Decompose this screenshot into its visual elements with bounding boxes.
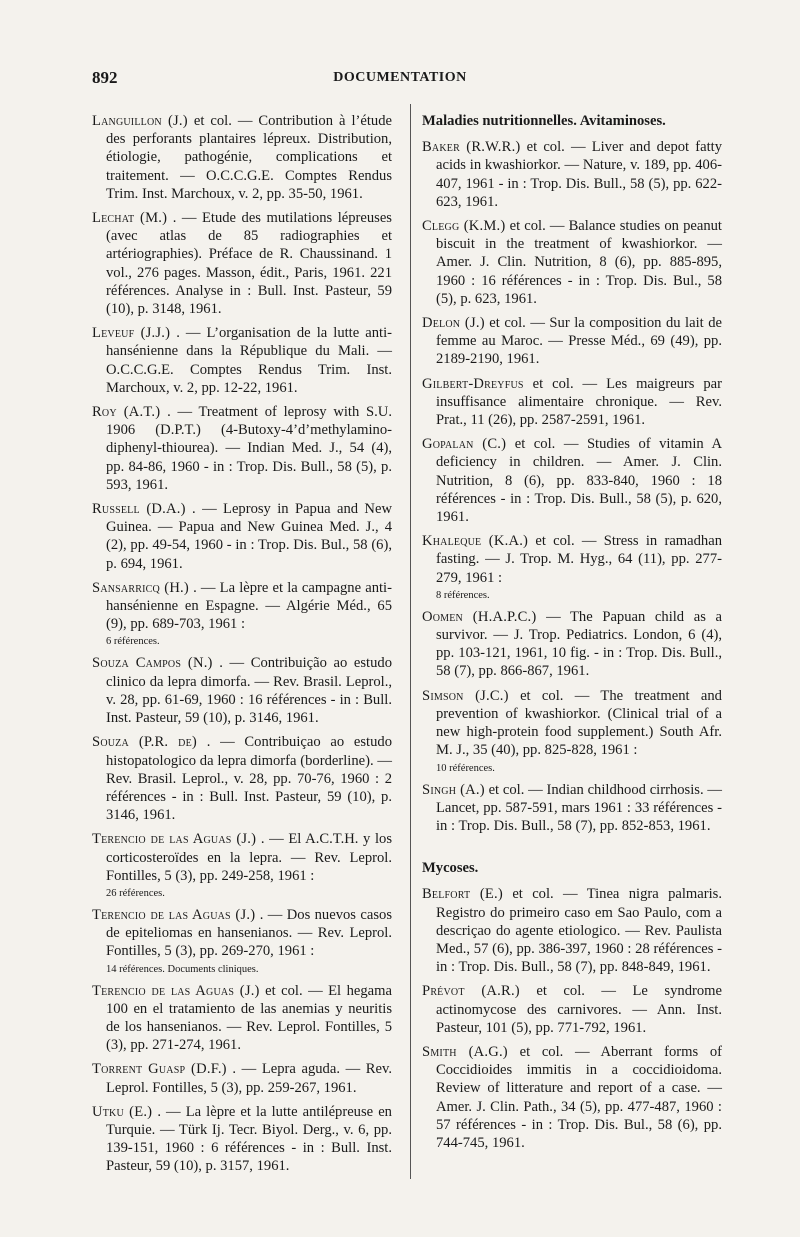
entry-author: Souza Campos (N.) [92, 655, 213, 672]
bibliography-entry [422, 217, 722, 308]
entry-text: . — La lèpre et la lutte antilépreuse en Turquie. — Türk Ij. Tecr. Biyol. Derg., v. 6, pp. 139-151, 1960 : 6 références - in : Bull. Inst. Pasteur, 59 (10), p. 3157, 1961. [106, 1103, 392, 1175]
entry-author: Singh (A.) [422, 781, 485, 798]
entry-text: et col. — The treatment and prevention of kwashiorkor. (Clinical trial of a new high-protein food supplement.) South Afr. M. J., 35 (40), pp. 825-828, 1961 : [436, 687, 722, 759]
entry-text: . — Leprosy in Papua and New Guinea. — Papua and New Guinea Med. J., 4 (2), pp. 49-54, 1960 - in : Trop. Dis. Bul., 58 (6), p. 694, 1961. [106, 501, 392, 572]
entry-text: et col. — Le syndrome actinomycose des carnivores. — Ann. Inst. Pasteur, 101 (5), pp. 771-792, 1961. [436, 983, 722, 1036]
entry-text: . — Contribuiçao ao estudo histopatologico da lepra dimorfa (borderline). — Rev. Brasil. Leprol., v. 28, pp. 70-76, 1960 : 2 références - in : Bull. Inst. Pasteur, 59 (10), p. 3146, 1961. [106, 734, 392, 824]
entry-note: 14 références. Documents cliniques. [106, 963, 259, 975]
right-column [422, 112, 722, 1158]
entry-note: 6 références. [106, 636, 160, 648]
bibliography-entry [422, 687, 722, 760]
entry-author: Russell (D.A.) [92, 501, 186, 518]
entry-text: — The Papuan child as a survivor. — J. Trop. Pediatrics. London, 6 (4), pp. 103-121, 1961, 10 fig. - in : Trop. Dis. Bull., 58 (7), pp. 866-867, 1961. [436, 608, 722, 680]
entry-text: . — El A.C.T.H. y los corticosteroïdes en la lepra. — Rev. Leprol. Fontilles, 5 (3), pp. 249-258, 1961 : [106, 831, 392, 884]
bibliography-entry [422, 375, 722, 430]
entry-author: Khaleque (K.A.) [422, 533, 529, 550]
entry-text: et col. — Contribution à l’étude des perforants plantaires lépreux. Distribution, étiologie, pathogénie, complications et traitement. — O.C.C.G.E. Comptes Rendus Trim. Inst. Marchoux, v. 2, pp. 35-50, 1961. [106, 113, 392, 202]
entry-author: Languillon (J.) [92, 113, 188, 129]
column-divider [410, 104, 411, 1179]
entry-author: Roy (A.T.) [92, 404, 161, 421]
entry-author: Torrent Guasp (D.F.) [92, 1061, 227, 1078]
entry-author: Terencio de las Aguas (J.) [92, 831, 257, 848]
entry-text: . — L’organisation de la lutte anti-hansénienne dans la République du Mali. — O.C.C.G.E. Comptes Rendus Trim. Inst. Marchoux, v. 2, pp. 12-22, 1961. [106, 325, 392, 396]
bibliography-entry [92, 403, 392, 494]
entry-text: . — Contribuição ao estudo clinico da lepra dimorfa. — Rev. Brasil. Leprol., v. 28, pp. 61-69, 1960 : 16 références - in : Bull. Inst. Pasteur, 59 (10), p. 3146, 1961. [106, 655, 393, 727]
entry-author: Terencio de las Aguas (J.) [92, 982, 260, 999]
bibliography-entry [92, 500, 392, 573]
bibliography-entry [92, 830, 392, 885]
entry-author: Utku (E.) [92, 1103, 153, 1120]
entry-text: et col. — Sur la composition du lait de femme au Maroc. — Presse Méd., 69 (49), pp. 2189-2190, 1961. [436, 315, 722, 368]
entry-note: 8 références. [436, 589, 490, 601]
entry-author: Lechat (M.) [92, 210, 168, 227]
section-title-mycoses: Mycoses. [422, 860, 479, 877]
entry-text: et col. — Aberrant forms of Coccidioides immitis in a coccidioidoma. Review of litterature and report of a case. — Amer. J. Clin. Path., 34 (5), pp. 477-487, 1960 : 57 références - in : Trop. Dis. Bul., 58 (6), pp. 744-745, 1961. [436, 1043, 723, 1151]
entry-text: et col. — Indian childhood cirrhosis. — Lancet, pp. 587-591, mars 1961 : 33 références - in : Trop. Dis. Bull., 58 (7), pp. 852-853, 1961. [436, 781, 722, 834]
entry-text: . — Etude des mutilations lépreuses (avec atlas de 85 radiographies et artériographies). Préface de R. Chaussinand. 1 vol., 276 pages. Masson, édit., Paris, 1961. 221 références. Analyse in : Bull. Inst. Pasteur, 59 (10), p. 3148, 1961. [106, 210, 392, 318]
bibliography-entry [92, 982, 392, 1055]
entry-text: et col. — Stress in ramadhan fasting. — J. Trop. M. Hyg., 64 (11), pp. 277-279, 1961 : [436, 533, 722, 586]
bibliography-entry [422, 608, 722, 681]
entry-text: et col. — Liver and depot fatty acids in kwashiorkor. — Nature, v. 189, pp. 406-407, 1961 - in : Trop. Dis. Bull., 58 (5), pp. 622-623, 1961. [436, 139, 722, 210]
entry-author: Leveuf (J.J.) [92, 325, 171, 342]
bibliography-entry [92, 579, 392, 634]
entry-author: Gilbert-Dreyfus [422, 375, 524, 392]
bibliography-entry [92, 324, 392, 397]
entry-author: Sansarricq (H.) [92, 579, 189, 596]
bibliography-entry [92, 733, 392, 824]
entry-note: 10 références. [436, 762, 495, 774]
bibliography-entry [422, 982, 722, 1037]
left-column [92, 112, 392, 1182]
bibliography-entry [92, 1060, 392, 1096]
entry-author: Belfort (E.) [422, 886, 503, 903]
entry-author: Gopalan (C.) [422, 436, 507, 453]
entry-author: Souza (P.R. de) [92, 734, 197, 751]
section-title-nutrition: Maladies nutritionnelles. Avitaminoses. [422, 113, 666, 129]
bibliography-entry [422, 781, 722, 836]
entry-author: Smith (A.G.) [422, 1043, 508, 1060]
bibliography-entry [422, 314, 722, 369]
bibliography-entry [92, 654, 392, 727]
bibliography-entry [422, 1043, 722, 1152]
entry-text: . — Treatment of leprosy with S.U. 1906 (D.P.T.) (4-Butoxy-4’d’methylamino-diphenyl-thiourea). — Indian Med. J., 54 (4), pp. 84-86, 1960 - in : Trop. Dis. Bull., 58 (5), p. 593, 1961. [106, 404, 392, 493]
entry-text: et col. — Les maigreurs par insuffisance alimentaire chronique. — Rev. Prat., 11 (26), pp. 2587-2591, 1961. [436, 375, 723, 429]
bibliography-entry [92, 209, 392, 318]
bibliography-entry [422, 138, 722, 211]
entry-text: et col. — Studies of vitamin A deficiency in children. — Amer. J. Clin. Nutrition, 8 (6), pp. 833-840, 1960 : 18 références - in : Trop. Dis. Bull., 58 (5), p. 620, 1961. [436, 436, 722, 526]
running-title: DOCUMENTATION [333, 70, 467, 85]
bibliography-entry [92, 112, 392, 203]
mycoses-entries [422, 885, 722, 1152]
entry-author: Oomen (H.A.P.C.) [422, 608, 537, 625]
entry-author: Simson (J.C.) [422, 687, 509, 704]
bibliography-entry [422, 532, 722, 587]
entry-text: . — La lèpre et la campagne anti-hansénienne en Espagne. — Algérie Méd., 65 (9), pp. 689-703, 1961 : [106, 579, 392, 633]
page-header [92, 68, 708, 92]
entry-text: et col. — El hegama 100 en el tratamiento de las anemias y neuritis de los hansenianos. — Rev. Leprol. Fontilles, 5 (3), pp. 271-274, 1961. [106, 982, 392, 1054]
section-spacer [422, 841, 722, 859]
entry-author: Delon (J.) [422, 315, 485, 332]
entry-author: Clegg (K.M.) [422, 218, 506, 235]
bibliography-entry [92, 906, 392, 961]
nutrition-entries [422, 138, 722, 835]
entry-text: et col. — Balance studies on peanut biscuit in the treatment of kwashiorkor. — Amer. J. Clin. Nutrition, 8 (6), pp. 885-895, 1960 : 16 références - in : Trop. Dis. Bul., 58 (5), p. 623, 1961. [436, 218, 722, 307]
entry-text: . — Lepra aguda. — Rev. Leprol. Fontilles, 5 (3), pp. 259-267, 1961. [106, 1061, 392, 1096]
entry-text: . — Dos nuevos casos de epiteliomas en hansenianos. — Rev. Leprol. Fontilles, 5 (3), pp. 269-270, 1961 : [106, 906, 392, 960]
bibliography-entry [92, 1103, 392, 1176]
entry-text: et col. — Tinea nigra palmaris. Registro do primeiro caso em Sao Paulo, com a descriçao do agente etiologico. — Rev. Paulista Med., 57 (6), pp. 386-397, 1960 : 28 références - in : Trop. Dis. Bull., 58 (7), pp. 848-849, 1961. [436, 886, 722, 976]
entry-author: Terencio de las Aguas (J.) [92, 906, 256, 923]
bibliography-entry [422, 435, 722, 526]
entry-note: 26 références. [106, 887, 165, 899]
entry-author: Prévot (A.R.) [422, 983, 520, 1000]
bibliography-entry [422, 885, 722, 976]
entry-author: Baker (R.W.R.) [422, 139, 521, 156]
page-number: 892 [92, 68, 118, 87]
